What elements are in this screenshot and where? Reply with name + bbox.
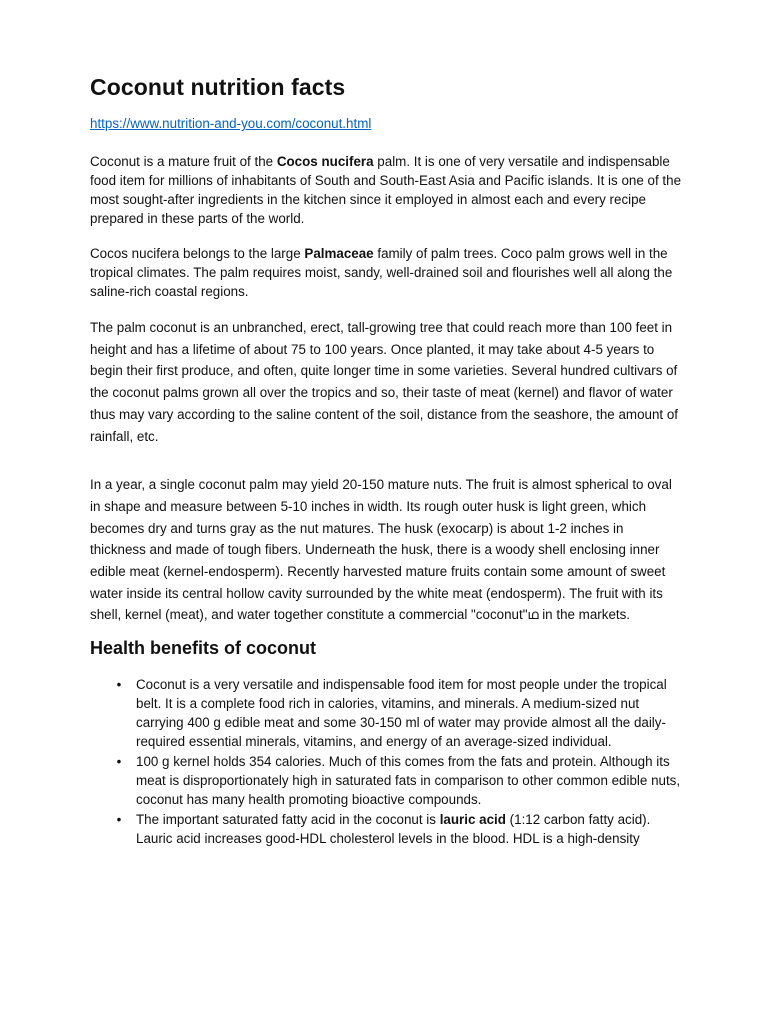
source-link[interactable]: https://www.nutrition-and-you.com/coconut.html (90, 116, 372, 131)
paragraph-tree: The palm coconut is an unbranched, erect, tall-growing tree that could reach more than 100 feet in height and has a lifetime of about 75 to 100 years. Once planted, it may take about 4-5 years to begin their first produce, and often, quite longer time in some varieties. Several hundred cultivars of the coconut palms grown all over the tropics and so, their taste of meat (kernel) and flavor of water thus may vary according to the saline content of the soil, distance from the seashore, the amount of rainfall, etc. (90, 320, 679, 444)
list-item: • Coconut is a very versatile and indispensable food item for most people under the tropical belt. It is a complete food rich in calories, vitamins, and minerals. A medium-sized nut carrying 400 g edible meat and some 30-150 ml of water may provide almost all the daily-required essential minerals, vitamins, and energy of an average-sized individual. (90, 675, 682, 751)
list-item: • The important saturated fatty acid in the coconut is lauric acid (1:12 carbon fatty acid). Lauric acid increases good-HDL cholesterol levels in the blood. HDL is a high-density (90, 810, 682, 848)
bullet-icon: • (116, 677, 122, 693)
bold-term-lauric-acid: lauric acid (439, 812, 506, 828)
list-item: • 100 g kernel holds 354 calories. Much of this comes from the fats and protein. Although its meat is disproportionately high in saturated fats in comparison to other common edible nuts, coconut has many health promoting bioactive compounds. (90, 752, 682, 809)
bullet-icon: • (116, 754, 122, 770)
bold-term-palmaceae: Palmaceae (304, 246, 374, 261)
bold-term-cocos-nucifera: Cocos nucifera (276, 154, 374, 169)
benefits-list (90, 675, 682, 848)
bullet-icon: • (116, 812, 122, 828)
paragraph-fruit: In a year, a single coconut palm may yield 20-150 mature nuts. The fruit is almost spherical to oval in shape and measure between 5-10 inches in width. Its rough outer husk is light green, which becomes dry and turns gray as the nut matures. The husk (exocarp) is about 1-2 inches in thickness and made of tough fibers. Underneath the husk, there is a woody shell enclosing inner edible meat (kernel-endosperm). Recently harvested mature fruits contain some amount of sweet water inside its central hollow cavity surrounded by the white meat (endosperm). The fruit with its shell, kernel (meat), and water together constitute a commercial "coconut"ഥ in the markets. (90, 477, 672, 623)
section-heading: Health benefits of coconut (90, 638, 317, 659)
page-title: Coconut nutrition facts (90, 74, 346, 100)
paragraph-family: Cocos nucifera belongs to the large Palmaceae family of palm trees. Coco palm grows well in the tropical climates. The palm requires moist, sandy, well-drained soil and flourishes well all along the saline-rich coastal regions. (90, 246, 673, 299)
paragraph-intro: Coconut is a mature fruit of the Cocos nucifera palm. It is one of very versatile and indispensable food item for millions of inhabitants of South and South-East Asia and Pacific islands. It is one of the most sought-after ingredients in the kitchen since it employed in almost each and every recipe prepared in these parts of the world. (90, 154, 682, 226)
